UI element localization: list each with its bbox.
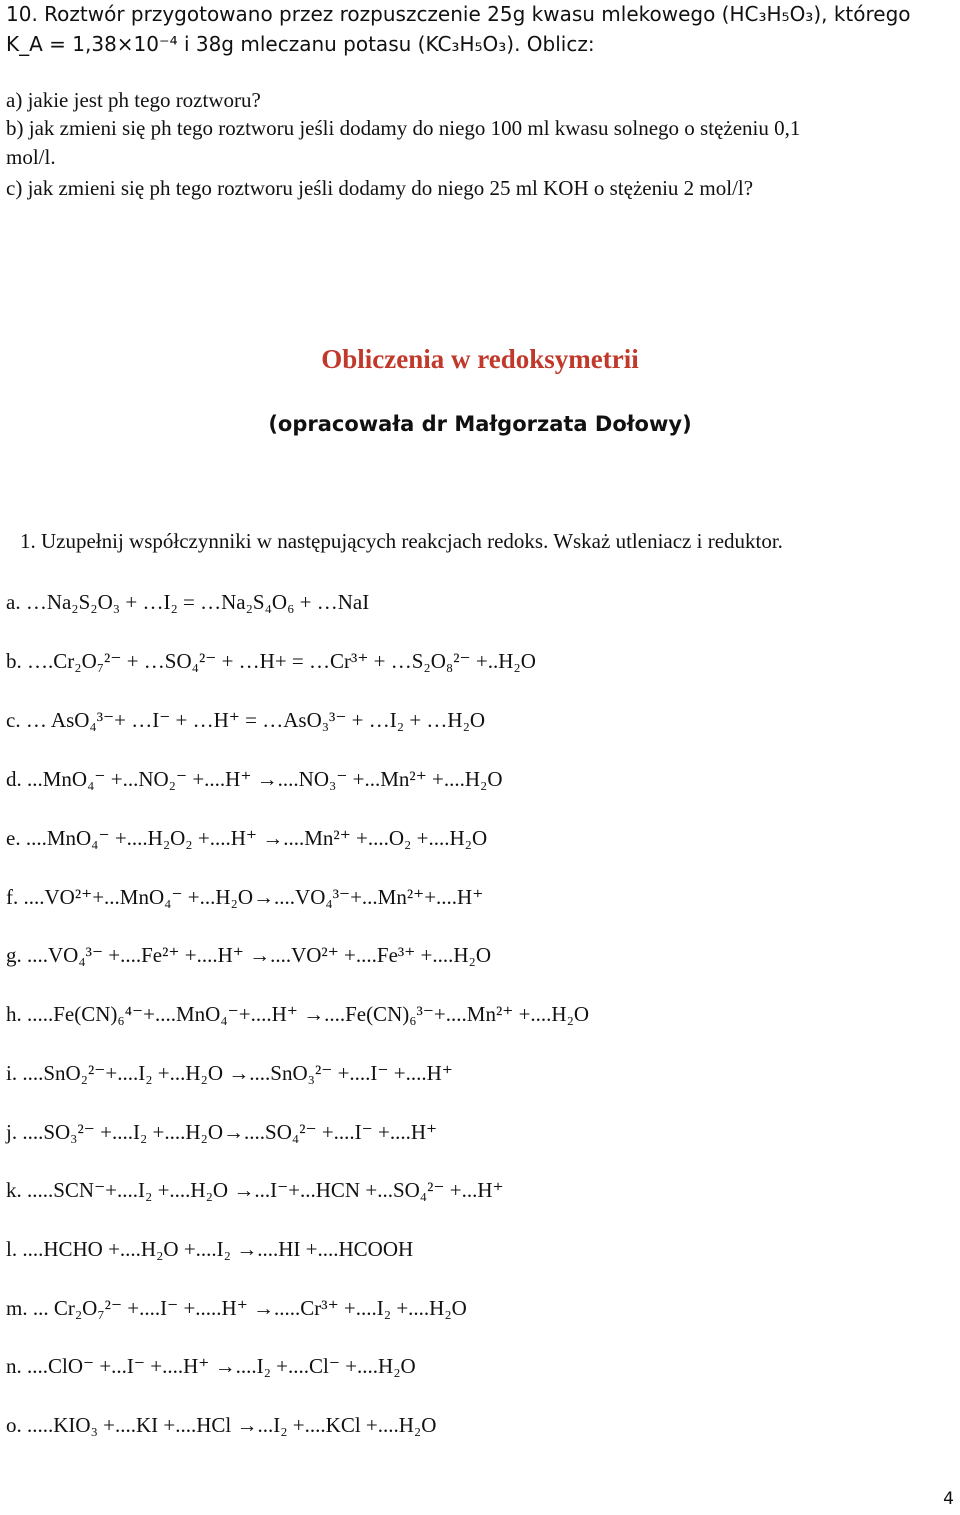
equation-n: n. ....ClO⁻ +...I⁻ +....H⁺ →....I₂ +....Cl⁻ +....H₂O [6, 1354, 416, 1378]
equation-m: m. ... Cr₂O₇²⁻ +....I⁻ +.....H⁺ →.....Cr³⁺ +....I₂ +....H₂O [6, 1296, 467, 1320]
equation-b: b. ….Cr₂O₇²⁻ + …SO₄²⁻ + …H+ = …Cr³⁺ + …S₂O₈²⁻ +..H₂O [6, 649, 536, 673]
equation-a: a. …Na₂S₂O₃ + …I₂ = …Na₂S₄O₆ + …NaI [6, 590, 370, 614]
problem10-question-b-line1: b) jak zmieni się ph tego roztworu jeśli dodamy do niego 100 ml kwasu solnego o stężeniu 0,1 [6, 116, 801, 140]
page-number: 4 [943, 1489, 954, 1509]
equation-h: h. .....Fe(CN)₆⁴⁻+....MnO₄⁻+....H⁺ →....Fe(CN)₆³⁻+....Mn²⁺ +....H₂O [6, 1002, 590, 1026]
section-title: Obliczenia w redoksymetrii [321, 344, 639, 374]
equation-d: d. ...MnO₄⁻ +...NO₂⁻ +....H⁺ →....NO₃⁻ +...Mn²⁺ +....H₂O [6, 767, 503, 791]
equation-c: c. … AsO₄³⁻+ …I⁻ + …H⁺ = …AsO₃³⁻ + …I₂ + …H₂O [6, 708, 486, 732]
equation-i: i. ....SnO₂²⁻+....I₂ +...H₂O →....SnO₃²⁻ +....I⁻ +....H⁺ [6, 1061, 453, 1085]
problem10-question-b-line2: mol/l. [6, 145, 56, 169]
equation-k: k. .....SCN⁻+....I₂ +....H₂O →...I⁻+...HCN +...SO₄²⁻ +...H⁺ [6, 1178, 504, 1202]
section-author: (opracowała dr Małgorzata Dołowy) [268, 412, 692, 436]
equation-o: o. .....KIO₃ +....KI +....HCl →...I₂ +....KCl +....H₂O [6, 1413, 437, 1437]
equation-e: e. ....MnO₄⁻ +....H₂O₂ +....H⁺ →....Mn²⁺ +....O₂ +....H₂O [6, 826, 488, 850]
problem10-question-a: a) jakie jest ph tego roztworu? [6, 88, 261, 112]
equation-f: f. ....VO²⁺+...MnO₄⁻ +...H₂O→....VO₄³⁻+...Mn²⁺+....H⁺ [6, 885, 484, 909]
equation-l: l. ....HCHO +....H₂O +....I₂ →....HI +....HCOOH [6, 1237, 414, 1261]
problem10-line2: K_A = 1,38×10⁻⁴ i 38g mleczanu potasu (KC₃H₅O₃). Oblicz: [6, 32, 595, 56]
problem10-line1: 10. Roztwór przygotowano przez rozpuszczenie 25g kwasu mlekowego (HC₃H₅O₃), którego [6, 2, 911, 26]
equation-j: j. ....SO₃²⁻ +....I₂ +....H₂O→....SO₄²⁻ +....I⁻ +....H⁺ [6, 1120, 438, 1144]
problem10-question-c: c) jak zmieni się ph tego roztworu jeśli dodamy do niego 25 ml KOH o stężeniu 2 mol/l? [6, 176, 754, 200]
task1-instruction: 1. Uzupełnij współczynniki w następujących reakcjach redoks. Wskaż utleniacz i reduktor. [20, 529, 783, 553]
equation-g: g. ....VO₄³⁻ +....Fe²⁺ +....H⁺ →....VO²⁺ +....Fe³⁺ +....H₂O [6, 943, 492, 967]
